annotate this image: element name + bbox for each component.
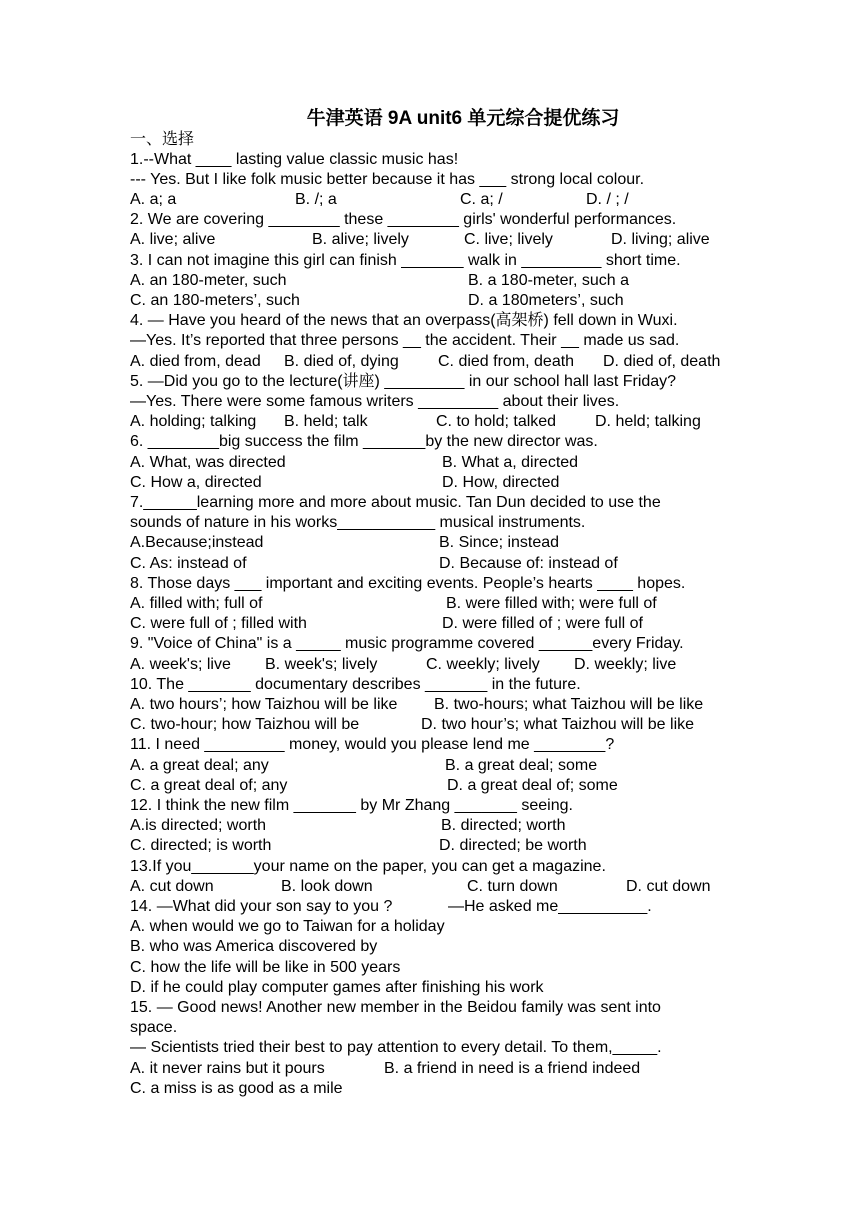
line-text: 6. ________big success the film _______by the new director was. [130,433,598,451]
line-text: 14. —What did your son say to you ? [130,897,393,915]
option-text: B. were filled with; were full of [446,594,657,612]
line-text: D. if he could play computer games after finishing his work [130,978,544,996]
page-title: 牛津英语 9A unit6 单元综合提优练习 [306,108,620,129]
option-text: C. a; / [460,190,503,208]
line-text: 15. — Good news! Another new member in the Beidou family was sent into [130,998,661,1016]
line-text: 3. I can not imagine this girl can finish _______ walk in _________ short time. [130,251,681,269]
option-text: D. / ; / [586,190,629,208]
line-text: C. As: instead of [130,554,247,572]
line-text: A. two hours’; how Taizhou will be like [130,695,398,713]
line-text: C. a miss is as good as a mile [130,1079,343,1097]
line-text: C. an 180-meters’, such [130,291,300,309]
option-text: D. Because of: instead of [439,554,618,572]
option-text: D. living; alive [611,231,710,249]
line-text: 8. Those days ___ important and exciting events. People’s hearts ____ hopes. [130,574,686,592]
option-text: B. held; talk [284,413,368,431]
line-text: 2. We are covering ________ these ________ girls' wonderful performances. [130,211,677,229]
option-text: D. cut down [626,877,711,895]
line-text: A. died from, dead [130,352,261,370]
line-text: A. cut down [130,877,214,895]
line-text: 13.If you_______your name on the paper, you can get a magazine. [130,857,606,875]
option-text: C. turn down [467,877,558,895]
line-text: C. How a, directed [130,473,262,491]
line-text: 9. "Voice of China" is a _____ music programme covered ______every Friday. [130,635,684,653]
line-text: space. [130,1019,178,1037]
line-text: — Scientists tried their best to pay attention to every detail. To them,_____. [130,1039,662,1057]
line-text: A. week's; live [130,655,231,673]
line-text: 12. I think the new film _______ by Mr Zhang _______ seeing. [130,796,573,814]
option-text: C. to hold; talked [436,413,557,431]
line-text: A. a great deal; any [130,756,269,774]
option-text: C. weekly; lively [426,655,540,673]
line-text: —Yes. It’s reported that three persons __ the accident. Their __ made us sad. [130,332,680,350]
option-text: D. held; talking [595,413,701,431]
line-text: C. were full of ; filled with [130,615,307,633]
option-text: D. weekly; live [574,655,677,673]
line-text: —Yes. There were some famous writers _________ about their lives. [130,392,620,410]
line-text: A.is directed; worth [130,817,267,835]
option-text: B. a friend in need is a friend indeed [384,1059,641,1077]
option-text: B. directed; worth [441,817,566,835]
line-text: C. two-hour; how Taizhou will be [130,716,360,734]
option-text: B. /; a [295,190,337,208]
option-text: B. a 180-meter, such a [468,271,629,289]
option-text: B. a great deal; some [445,756,598,774]
line-text: A. when would we go to Taiwan for a holiday [130,918,445,936]
option-text: D. How, directed [442,473,560,491]
option-text: B. What a, directed [442,453,579,471]
option-text: B. look down [281,877,373,895]
line-text: A. What, was directed [130,453,286,471]
option-text: D. a 180meters’, such [468,291,624,309]
option-text: D. died of, death [603,352,721,370]
line-text: B. who was America discovered by [130,938,378,956]
section-heading: 一、选择 [130,131,195,148]
line-text: 7.______learning more and more about music. Tan Dun decided to use the [130,493,661,511]
line-text: A. it never rains but it pours [130,1059,325,1077]
option-text: D. directed; be worth [439,837,587,855]
line-text: sounds of nature in his works___________ musical instruments. [130,514,586,532]
line-text: 10. The _______ documentary describes _______ in the future. [130,675,581,693]
line-text: A. filled with; full of [130,594,263,612]
option-text: B. Since; instead [439,534,560,552]
line-text: A.Because;instead [130,534,264,552]
line-text: A. holding; talking [130,413,257,431]
option-text: C. live; lively [464,231,553,249]
line-text: A. live; alive [130,231,216,249]
option-text: D. were filled of ; were full of [442,615,643,633]
option-text: B. alive; lively [312,231,409,249]
line-text: C. how the life will be like in 500 years [130,958,401,976]
line-text: 5. —Did you go to the lecture(讲座) _________ in our school hall last Friday? [130,372,677,390]
line-text: --- Yes. But I like folk music better because it has ___ strong local colour. [130,170,645,188]
option-text: B. two-hours; what Taizhou will be like [434,695,704,713]
option-text: D. a great deal of; some [447,776,618,794]
line-text: 4. — Have you heard of the news that an overpass(高架桥) fell down in Wuxi. [130,312,678,330]
option-text: B. week's; lively [265,655,378,673]
line-text: C. a great deal of; any [130,776,288,794]
line-text: A. a; a [130,190,177,208]
option-text: B. died of, dying [284,352,399,370]
option-text: —He asked me__________. [448,897,652,915]
line-text: 11. I need _________ money, would you please lend me ________? [130,736,615,754]
line-text: A. an 180-meter, such [130,271,287,289]
option-text: D. two hour’s; what Taizhou will be like [421,716,695,734]
line-text: 1.--What ____ lasting value classic music has! [130,150,459,168]
option-text: C. died from, death [438,352,575,370]
line-text: C. directed; is worth [130,837,272,855]
